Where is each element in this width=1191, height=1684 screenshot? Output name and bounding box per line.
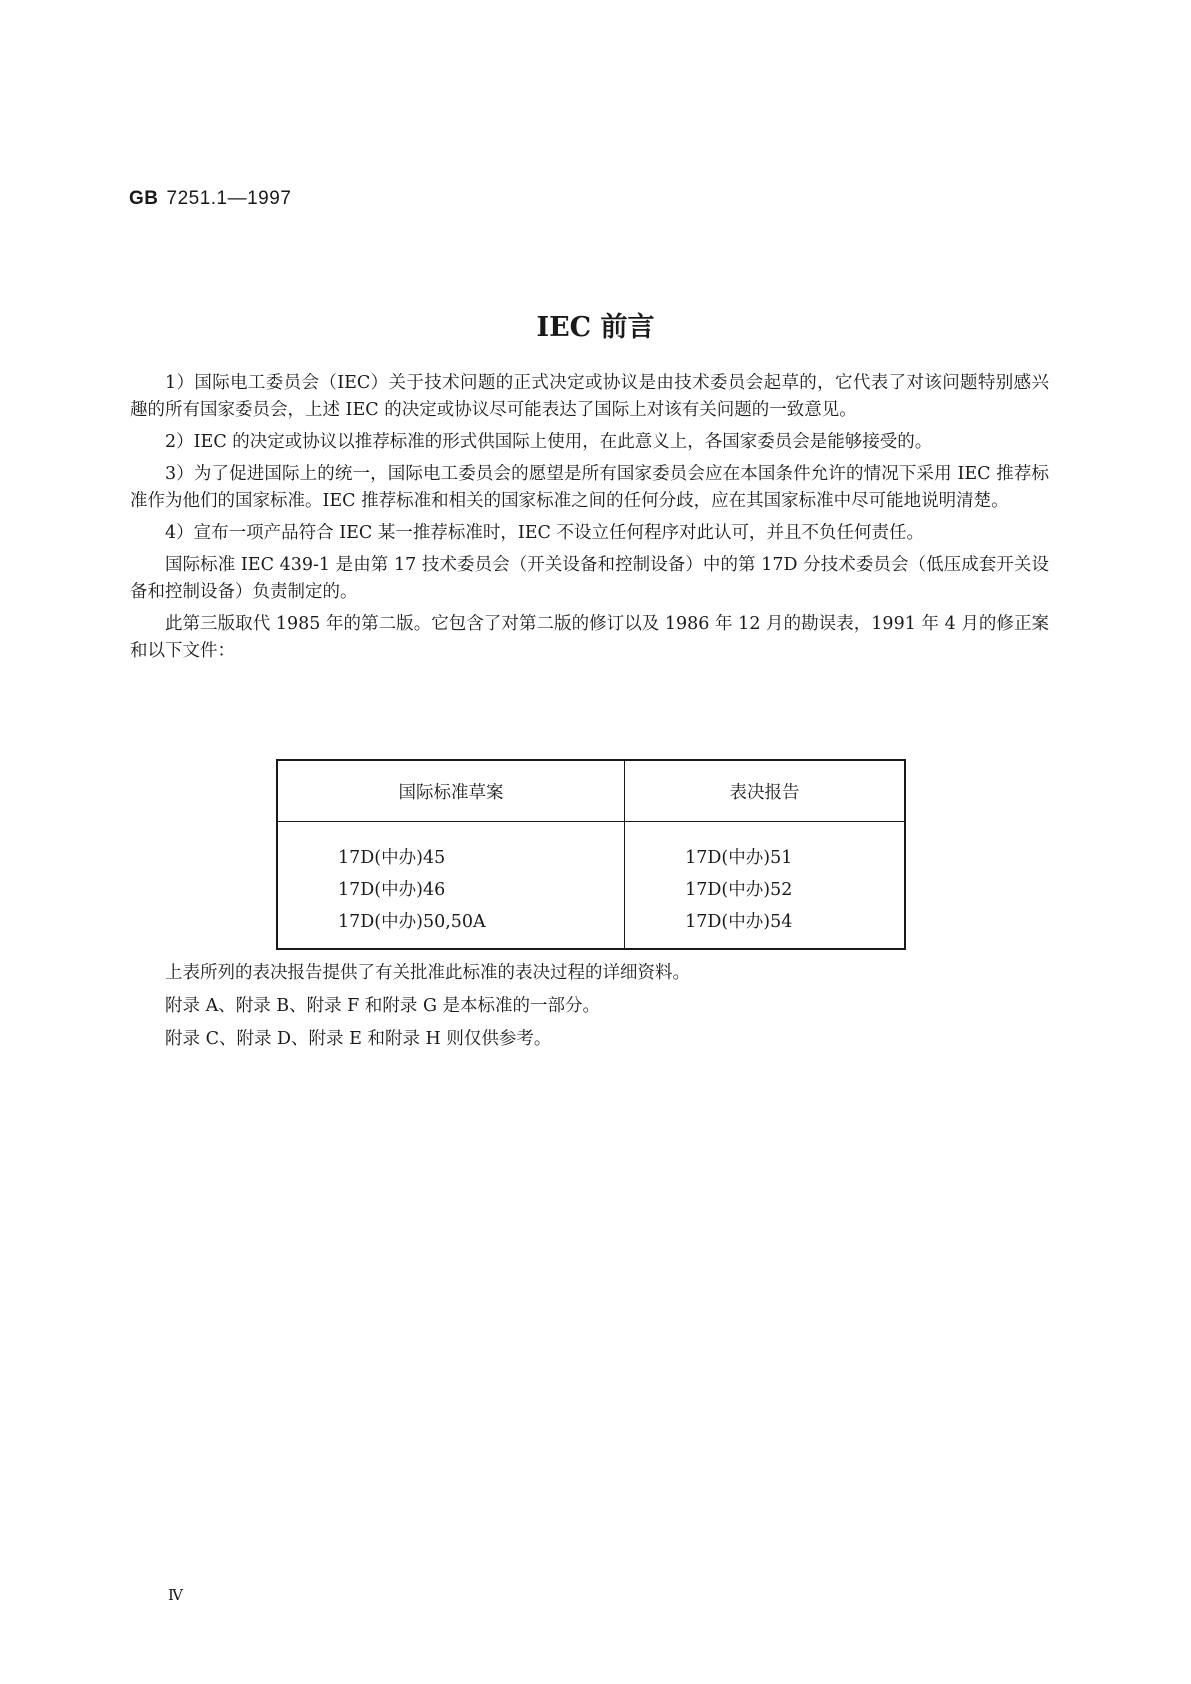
- standard-prefix: GB: [129, 188, 159, 209]
- report-item: 17D(中办)54: [685, 912, 793, 932]
- standard-number: 7251.1—1997: [166, 188, 292, 209]
- paragraph-1: 1）国际电工委员会（IEC）关于技术问题的正式决定或协议是由技术委员会起草的，它代表了对该问题特别感兴趣的所有国家委员会，上述 IEC 的决定或协议尽可能表达了国际上对该有关问题的一致意见。: [130, 373, 1049, 420]
- table-header-row: [277, 760, 905, 822]
- report-item: 17D(中办)52: [685, 880, 793, 900]
- draft-item: 17D(中办)46: [338, 880, 446, 900]
- draft-item: 17D(中办)50,50A: [338, 912, 486, 932]
- body-text: [130, 370, 1049, 670]
- note-1: 上表所列的表决报告提供了有关批准此标准的表决过程的详细资料。: [165, 963, 690, 983]
- page-title: IEC 前言: [536, 312, 655, 343]
- document-table: [276, 759, 906, 950]
- page-header: [129, 188, 291, 210]
- note-2: 附录 A、附录 B、附录 F 和附录 G 是本标准的一部分。: [165, 996, 600, 1016]
- page-number: Ⅳ: [168, 1586, 183, 1604]
- paragraph-4: 4）宣布一项产品符合 IEC 某一推荐标准时，IEC 不设立任何程序对此认可，并且不负任何责任。: [165, 523, 924, 543]
- notes: [130, 957, 1049, 1056]
- paragraph-6: 此第三版取代 1985 年的第二版。它包含了对第二版的修订以及 1986 年 12 月的勘误表，1991 年 4 月的修正案和以下文件：: [130, 614, 1049, 661]
- table-row: [277, 822, 905, 950]
- paragraph-3: 3）为了促进国际上的统一，国际电工委员会的愿望是所有国家委员会应在本国条件允许的情况下采用 IEC 推荐标准作为他们的国家标准。IEC 推荐标准和相关的国家标准之间的任何分歧，应在其国家标准中尽可能地说明清楚。: [130, 464, 1049, 511]
- note-3: 附录 C、附录 D、附录 E 和附录 H 则仅供参考。: [165, 1029, 552, 1049]
- paragraph-2: 2）IEC 的决定或协议以推荐标准的形式供国际上使用，在此意义上，各国家委员会是能够接受的。: [165, 432, 933, 452]
- table-header-draft: 国际标准草案: [277, 760, 625, 822]
- paragraph-5: 国际标准 IEC 439-1 是由第 17 技术委员会（开关设备和控制设备）中的第 17D 分技术委员会（低压成套开关设备和控制设备）负责制定的。: [130, 555, 1049, 602]
- table-cell-reports: [625, 822, 905, 950]
- table-header-vote-report: 表决报告: [625, 760, 905, 822]
- report-item: 17D(中办)51: [685, 848, 793, 868]
- draft-item: 17D(中办)45: [338, 848, 446, 868]
- table-cell-drafts: [277, 822, 625, 950]
